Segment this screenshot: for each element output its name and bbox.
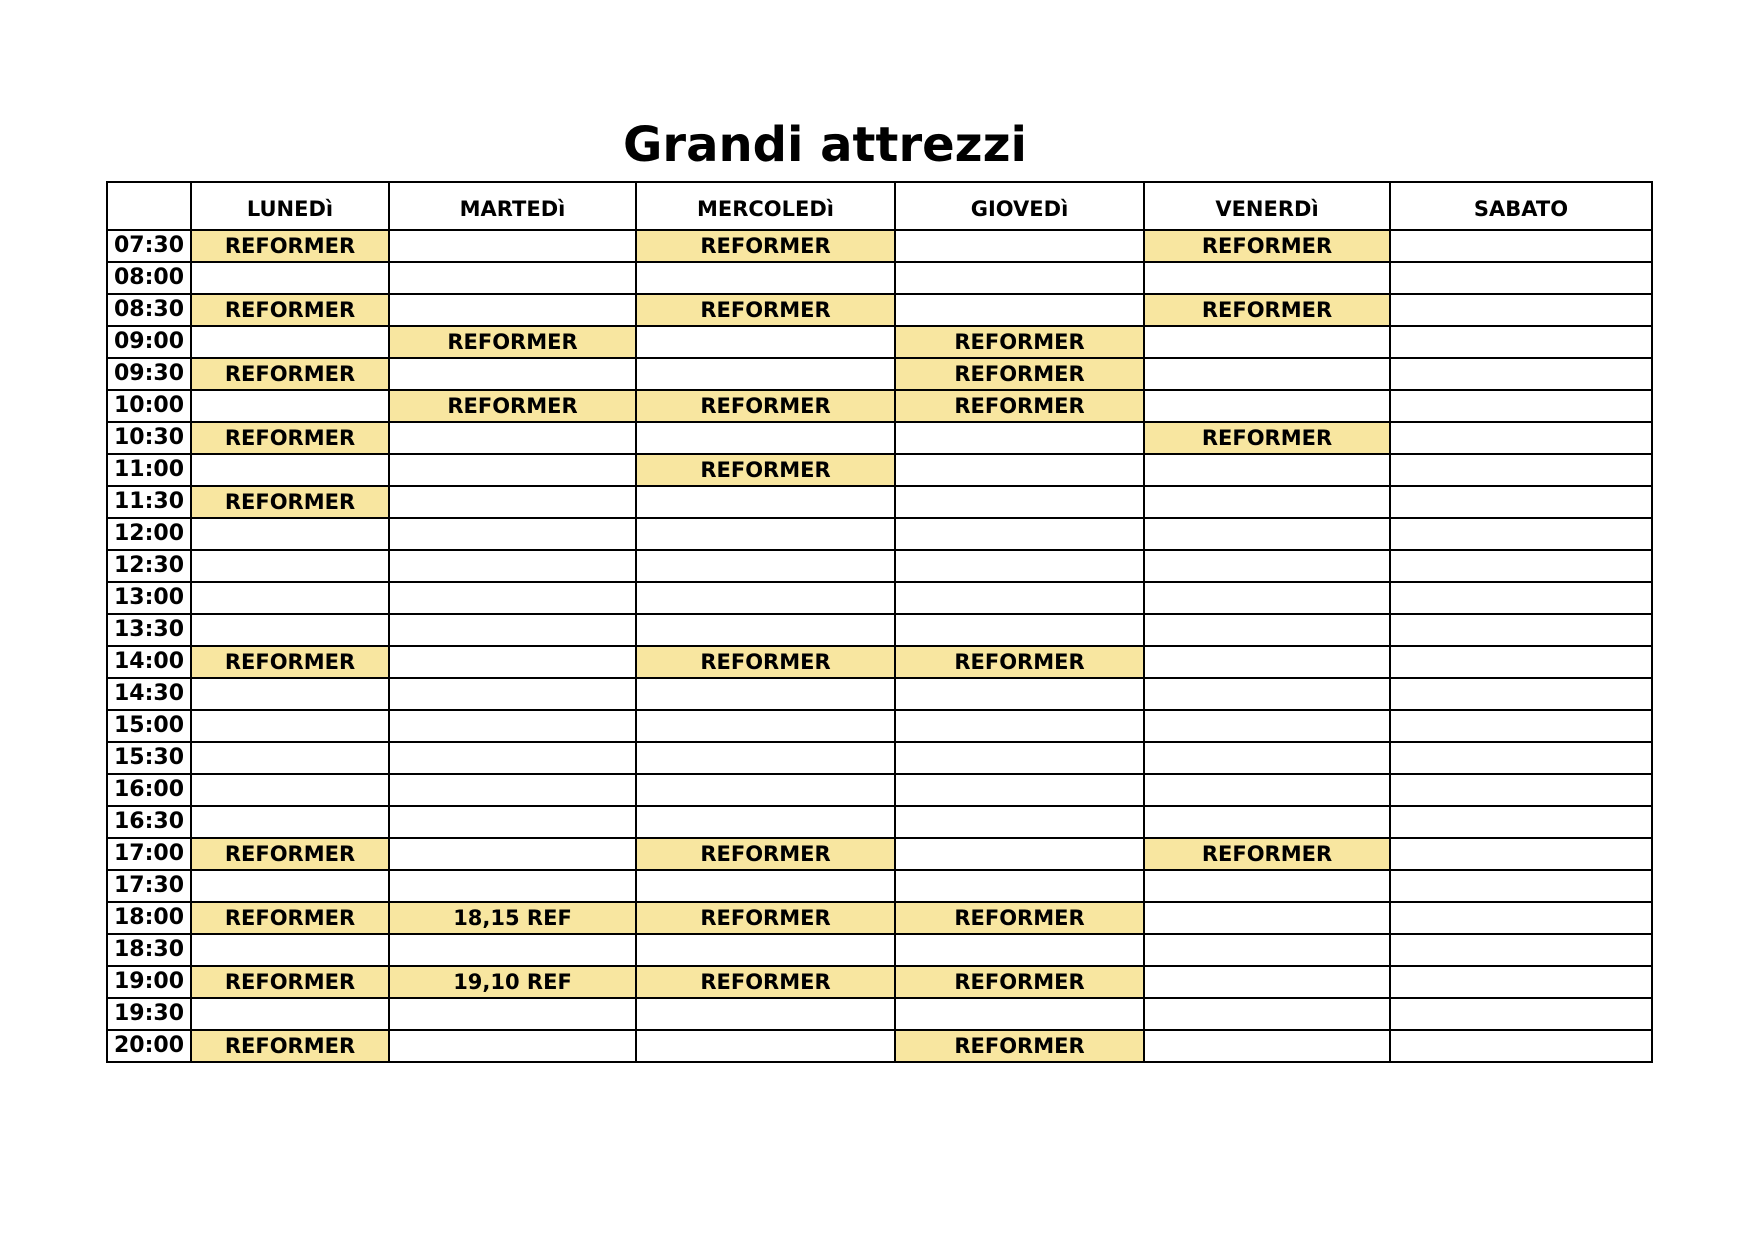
empty-cell: [1144, 774, 1390, 806]
empty-cell: [389, 710, 636, 742]
class-cell: REFORMER: [636, 902, 895, 934]
table-row: [107, 870, 1652, 902]
empty-cell: [636, 998, 895, 1030]
empty-cell: [389, 1030, 636, 1062]
table-row: [107, 582, 1652, 614]
empty-cell: [636, 614, 895, 646]
empty-cell: [636, 1030, 895, 1062]
class-cell: REFORMER: [895, 902, 1144, 934]
schedule-body: [107, 230, 1652, 1062]
class-cell: REFORMER: [191, 358, 389, 390]
empty-cell: [1144, 390, 1390, 422]
class-cell: REFORMER: [191, 646, 389, 678]
empty-cell: [1390, 902, 1652, 934]
empty-cell: [1390, 454, 1652, 486]
empty-cell: [636, 774, 895, 806]
empty-cell: [1390, 550, 1652, 582]
time-cell: 13:30: [107, 614, 191, 646]
empty-cell: [1390, 294, 1652, 326]
table-row: [107, 422, 1652, 454]
empty-cell: [191, 934, 389, 966]
table-row: [107, 742, 1652, 774]
time-cell: 10:00: [107, 390, 191, 422]
empty-cell: [1144, 870, 1390, 902]
empty-cell: [191, 262, 389, 294]
empty-cell: [895, 774, 1144, 806]
empty-cell: [1144, 454, 1390, 486]
empty-cell: [636, 422, 895, 454]
class-cell: REFORMER: [895, 646, 1144, 678]
page-title: Grandi attrezzi: [623, 117, 1027, 173]
time-cell: 16:00: [107, 774, 191, 806]
time-cell: 15:30: [107, 742, 191, 774]
class-cell: REFORMER: [895, 1030, 1144, 1062]
empty-cell: [1144, 966, 1390, 998]
empty-cell: [389, 806, 636, 838]
empty-cell: [191, 550, 389, 582]
empty-cell: [1390, 358, 1652, 390]
class-cell: REFORMER: [191, 230, 389, 262]
time-cell: 07:30: [107, 230, 191, 262]
day-header-mercoledi: MERCOLEDì: [636, 182, 895, 230]
class-cell: REFORMER: [1144, 838, 1390, 870]
empty-cell: [389, 454, 636, 486]
time-cell: 12:30: [107, 550, 191, 582]
empty-cell: [1144, 582, 1390, 614]
empty-cell: [1390, 390, 1652, 422]
empty-cell: [389, 742, 636, 774]
empty-cell: [895, 838, 1144, 870]
empty-cell: [1390, 742, 1652, 774]
empty-cell: [191, 870, 389, 902]
table-row: [107, 646, 1652, 678]
empty-cell: [389, 422, 636, 454]
day-header-giovedi: GIOVEDì: [895, 182, 1144, 230]
empty-cell: [895, 550, 1144, 582]
empty-cell: [389, 998, 636, 1030]
empty-cell: [636, 710, 895, 742]
class-cell: REFORMER: [895, 358, 1144, 390]
empty-cell: [1390, 262, 1652, 294]
empty-cell: [1144, 998, 1390, 1030]
time-cell: 10:30: [107, 422, 191, 454]
empty-cell: [389, 230, 636, 262]
empty-cell: [389, 518, 636, 550]
empty-cell: [1144, 326, 1390, 358]
empty-cell: [389, 678, 636, 710]
empty-cell: [1390, 326, 1652, 358]
empty-cell: [895, 262, 1144, 294]
table-row: [107, 934, 1652, 966]
schedule-table: [106, 181, 1653, 1063]
empty-cell: [389, 870, 636, 902]
empty-cell: [1144, 934, 1390, 966]
empty-cell: [1390, 934, 1652, 966]
time-cell: 09:00: [107, 326, 191, 358]
class-cell: REFORMER: [636, 294, 895, 326]
empty-cell: [1390, 870, 1652, 902]
empty-cell: [895, 934, 1144, 966]
empty-cell: [1390, 646, 1652, 678]
empty-cell: [895, 230, 1144, 262]
empty-cell: [389, 934, 636, 966]
day-header-venerdi: VENERDì: [1144, 182, 1390, 230]
day-header-sabato: SABATO: [1390, 182, 1652, 230]
table-row: [107, 454, 1652, 486]
empty-cell: [895, 998, 1144, 1030]
day-header-martedi: MARTEDì: [389, 182, 636, 230]
empty-cell: [895, 518, 1144, 550]
table-row: [107, 390, 1652, 422]
empty-cell: [636, 582, 895, 614]
time-cell: 18:30: [107, 934, 191, 966]
empty-cell: [191, 806, 389, 838]
class-cell: REFORMER: [895, 326, 1144, 358]
class-cell: REFORMER: [389, 390, 636, 422]
time-cell: 17:30: [107, 870, 191, 902]
table-row: [107, 550, 1652, 582]
empty-cell: [1144, 678, 1390, 710]
class-cell: REFORMER: [636, 966, 895, 998]
empty-cell: [191, 774, 389, 806]
empty-cell: [389, 646, 636, 678]
table-row: [107, 358, 1652, 390]
class-cell: REFORMER: [636, 838, 895, 870]
table-row: [107, 678, 1652, 710]
time-cell: 09:30: [107, 358, 191, 390]
empty-cell: [191, 390, 389, 422]
empty-cell: [191, 710, 389, 742]
time-cell: 16:30: [107, 806, 191, 838]
table-row: [107, 486, 1652, 518]
empty-cell: [1390, 1030, 1652, 1062]
empty-cell: [895, 742, 1144, 774]
time-column-header: [107, 182, 191, 230]
empty-cell: [1144, 518, 1390, 550]
empty-cell: [1390, 230, 1652, 262]
empty-cell: [1144, 646, 1390, 678]
table-row: [107, 262, 1652, 294]
class-cell: 18,15 REF: [389, 902, 636, 934]
empty-cell: [895, 710, 1144, 742]
empty-cell: [636, 550, 895, 582]
empty-cell: [636, 806, 895, 838]
empty-cell: [636, 486, 895, 518]
empty-cell: [1144, 614, 1390, 646]
empty-cell: [389, 550, 636, 582]
empty-cell: [1144, 902, 1390, 934]
time-cell: 11:30: [107, 486, 191, 518]
class-cell: REFORMER: [636, 646, 895, 678]
time-cell: 14:30: [107, 678, 191, 710]
class-cell: REFORMER: [191, 902, 389, 934]
empty-cell: [1390, 486, 1652, 518]
time-cell: 11:00: [107, 454, 191, 486]
empty-cell: [636, 262, 895, 294]
empty-cell: [895, 294, 1144, 326]
empty-cell: [895, 870, 1144, 902]
empty-cell: [1144, 710, 1390, 742]
empty-cell: [1390, 518, 1652, 550]
empty-cell: [191, 614, 389, 646]
time-cell: 14:00: [107, 646, 191, 678]
empty-cell: [389, 838, 636, 870]
empty-cell: [1390, 806, 1652, 838]
day-header-lunedi: LUNEDì: [191, 182, 389, 230]
class-cell: REFORMER: [389, 326, 636, 358]
time-cell: 17:00: [107, 838, 191, 870]
empty-cell: [895, 582, 1144, 614]
table-row: [107, 1030, 1652, 1062]
table-row: [107, 294, 1652, 326]
empty-cell: [191, 454, 389, 486]
empty-cell: [636, 358, 895, 390]
empty-cell: [389, 582, 636, 614]
class-cell: REFORMER: [636, 230, 895, 262]
header-row: [107, 182, 1652, 230]
empty-cell: [636, 742, 895, 774]
empty-cell: [1144, 486, 1390, 518]
empty-cell: [389, 614, 636, 646]
empty-cell: [895, 614, 1144, 646]
time-cell: 08:30: [107, 294, 191, 326]
time-cell: 13:00: [107, 582, 191, 614]
time-cell: 19:00: [107, 966, 191, 998]
empty-cell: [191, 518, 389, 550]
empty-cell: [1390, 998, 1652, 1030]
empty-cell: [389, 486, 636, 518]
class-cell: REFORMER: [191, 1030, 389, 1062]
empty-cell: [1144, 358, 1390, 390]
table-row: [107, 230, 1652, 262]
empty-cell: [1390, 582, 1652, 614]
time-cell: 19:30: [107, 998, 191, 1030]
empty-cell: [389, 358, 636, 390]
table-row: [107, 806, 1652, 838]
empty-cell: [1390, 678, 1652, 710]
empty-cell: [636, 678, 895, 710]
class-cell: REFORMER: [895, 966, 1144, 998]
empty-cell: [1390, 710, 1652, 742]
empty-cell: [1390, 774, 1652, 806]
empty-cell: [389, 294, 636, 326]
table-row: [107, 710, 1652, 742]
empty-cell: [636, 518, 895, 550]
empty-cell: [1390, 614, 1652, 646]
empty-cell: [895, 486, 1144, 518]
class-cell: REFORMER: [1144, 230, 1390, 262]
empty-cell: [1390, 966, 1652, 998]
class-cell: REFORMER: [191, 486, 389, 518]
empty-cell: [1390, 838, 1652, 870]
table-row: [107, 614, 1652, 646]
class-cell: REFORMER: [1144, 422, 1390, 454]
class-cell: REFORMER: [636, 454, 895, 486]
empty-cell: [1144, 806, 1390, 838]
class-cell: REFORMER: [191, 966, 389, 998]
empty-cell: [191, 582, 389, 614]
table-row: [107, 774, 1652, 806]
empty-cell: [636, 870, 895, 902]
empty-cell: [1144, 1030, 1390, 1062]
empty-cell: [1144, 262, 1390, 294]
class-cell: REFORMER: [191, 838, 389, 870]
class-cell: REFORMER: [895, 390, 1144, 422]
empty-cell: [636, 934, 895, 966]
time-cell: 18:00: [107, 902, 191, 934]
empty-cell: [389, 262, 636, 294]
empty-cell: [636, 326, 895, 358]
empty-cell: [389, 774, 636, 806]
class-cell: 19,10 REF: [389, 966, 636, 998]
table-row: [107, 838, 1652, 870]
table-row: [107, 326, 1652, 358]
empty-cell: [1144, 742, 1390, 774]
table-row: [107, 902, 1652, 934]
empty-cell: [191, 678, 389, 710]
empty-cell: [895, 454, 1144, 486]
table-row: [107, 966, 1652, 998]
empty-cell: [895, 806, 1144, 838]
empty-cell: [191, 326, 389, 358]
empty-cell: [1390, 422, 1652, 454]
time-cell: 20:00: [107, 1030, 191, 1062]
class-cell: REFORMER: [636, 390, 895, 422]
empty-cell: [1144, 550, 1390, 582]
table-row: [107, 518, 1652, 550]
time-cell: 15:00: [107, 710, 191, 742]
time-cell: 08:00: [107, 262, 191, 294]
class-cell: REFORMER: [191, 422, 389, 454]
empty-cell: [191, 998, 389, 1030]
class-cell: REFORMER: [1144, 294, 1390, 326]
time-cell: 12:00: [107, 518, 191, 550]
class-cell: REFORMER: [191, 294, 389, 326]
table-row: [107, 998, 1652, 1030]
empty-cell: [191, 742, 389, 774]
empty-cell: [895, 678, 1144, 710]
empty-cell: [895, 422, 1144, 454]
